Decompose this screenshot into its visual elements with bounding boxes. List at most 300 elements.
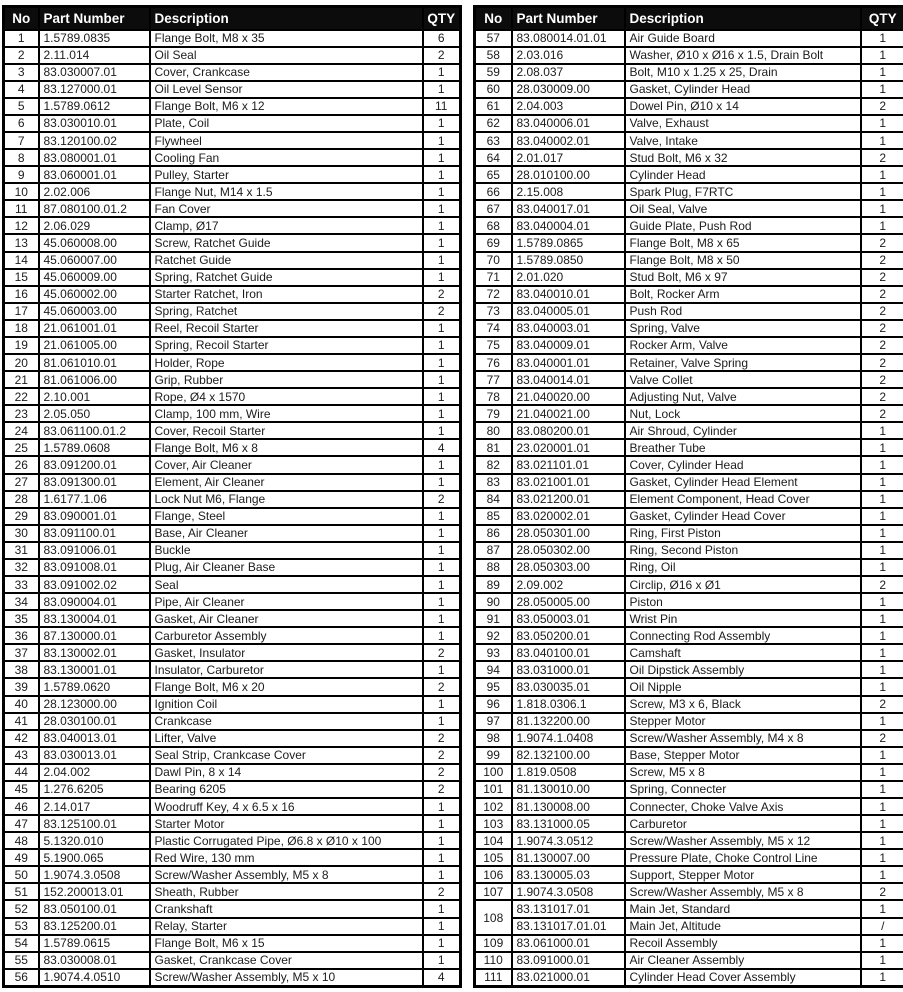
cell-part-number: 152.200013.01 [39, 883, 150, 900]
cell-no: 55 [4, 952, 39, 969]
cell-qty: 1 [423, 508, 461, 525]
cell-no: 81 [475, 439, 512, 456]
cell-no: 25 [4, 439, 39, 456]
cell-part-number: 28.010100.00 [512, 166, 625, 183]
cell-part-number: 87.080100.01.2 [39, 200, 150, 217]
cell-part-number: 83.030008.01 [39, 952, 150, 969]
cell-no: 97 [475, 713, 512, 730]
cell-description: Main Jet, Altitude [625, 918, 861, 935]
cell-qty: 1 [861, 200, 903, 217]
cell-no: 7 [4, 132, 39, 149]
cell-qty: 2 [423, 303, 461, 320]
table-row [4, 456, 461, 473]
cell-description: Spring, Ratchet Guide [150, 269, 423, 286]
table-row [4, 935, 461, 952]
cell-part-number: 83.040100.01 [512, 644, 625, 661]
table-row [475, 64, 903, 81]
table-row [475, 388, 903, 405]
cell-no: 15 [4, 269, 39, 286]
column-header-no: No [4, 7, 39, 30]
cell-no: 23 [4, 405, 39, 422]
cell-part-number: 2.05.050 [39, 405, 150, 422]
table-row [4, 576, 461, 593]
cell-description: Insulator, Carburetor [150, 661, 423, 678]
cell-qty: 1 [423, 610, 461, 627]
column-header-qty: QTY [423, 7, 461, 30]
cell-description: Rocker Arm, Valve [625, 337, 861, 354]
cell-description: Lifter, Valve [150, 730, 423, 747]
cell-no: 42 [4, 730, 39, 747]
cell-part-number: 83.050003.01 [512, 610, 625, 627]
cell-no: 100 [475, 764, 512, 781]
table-row [4, 491, 461, 508]
cell-qty: 1 [423, 166, 461, 183]
cell-part-number: 83.090001.01 [39, 508, 150, 525]
table-row [475, 371, 903, 388]
column-header-qty: QTY [861, 7, 903, 30]
cell-description: Carburetor [625, 815, 861, 832]
table-row [4, 696, 461, 713]
cell-part-number: 83.091000.01 [512, 952, 625, 969]
cell-description: Valve, Exhaust [625, 115, 861, 132]
cell-no: 13 [4, 234, 39, 251]
cell-qty: 1 [423, 900, 461, 917]
cell-qty: 1 [423, 388, 461, 405]
cell-qty: 1 [423, 354, 461, 371]
cell-part-number: 1.5789.0615 [39, 935, 150, 952]
table-row [4, 747, 461, 764]
cell-part-number: 1.5789.0620 [39, 678, 150, 695]
cell-description: Carburetor Assembly [150, 627, 423, 644]
cell-no: 85 [475, 508, 512, 525]
table-row [4, 918, 461, 935]
cell-description: Oil Seal [150, 47, 423, 64]
cell-no: 48 [4, 832, 39, 849]
cell-qty: 2 [423, 678, 461, 695]
cell-no: 56 [4, 969, 39, 987]
cell-no: 18 [4, 320, 39, 337]
table-row [475, 234, 903, 251]
cell-qty: 2 [861, 337, 903, 354]
cell-qty: 1 [861, 610, 903, 627]
table-row [4, 405, 461, 422]
cell-part-number: 21.040021.00 [512, 405, 625, 422]
table-row [475, 952, 903, 969]
cell-part-number: 83.080014.01.01 [512, 30, 625, 47]
table-row [475, 508, 903, 525]
column-header-part-number: Part Number [512, 7, 625, 30]
cell-part-number: 21.061001.01 [39, 320, 150, 337]
cell-part-number: 45.060009.00 [39, 269, 150, 286]
cell-description: Air Guide Board [625, 30, 861, 47]
table-row [4, 217, 461, 234]
cell-part-number: 83.060001.01 [39, 166, 150, 183]
cell-qty: 4 [423, 439, 461, 456]
cell-no: 102 [475, 798, 512, 815]
cell-no: 6 [4, 115, 39, 132]
cell-qty: 1 [861, 30, 903, 47]
cell-description: Breather Tube [625, 439, 861, 456]
table-row [4, 269, 461, 286]
cell-qty: 2 [861, 98, 903, 115]
cell-description: Screw, M3 x 6, Black [625, 696, 861, 713]
cell-part-number: 83.131000.05 [512, 815, 625, 832]
cell-part-number: 1.9074.4.0510 [39, 969, 150, 987]
cell-qty: 6 [423, 30, 461, 47]
cell-part-number: 23.020001.01 [512, 439, 625, 456]
cell-description: Stepper Motor [625, 713, 861, 730]
cell-no: 45 [4, 781, 39, 798]
cell-qty: 1 [861, 474, 903, 491]
cell-qty: 1 [861, 900, 903, 917]
cell-qty: 4 [423, 969, 461, 987]
cell-qty: 1 [861, 678, 903, 695]
table-row [4, 542, 461, 559]
cell-qty: 1 [861, 661, 903, 678]
table-body-right [475, 30, 903, 987]
column-header-part-number: Part Number [39, 7, 150, 30]
table-row [4, 388, 461, 405]
cell-no: 74 [475, 320, 512, 337]
cell-qty: 2 [861, 576, 903, 593]
cell-qty: 1 [423, 576, 461, 593]
cell-no: 106 [475, 866, 512, 883]
cell-qty: 1 [861, 64, 903, 81]
cell-part-number: 45.060008.00 [39, 234, 150, 251]
cell-no: 67 [475, 200, 512, 217]
table-row [4, 183, 461, 200]
header-row [4, 7, 461, 30]
cell-description: Screw/Washer Assembly, M5 x 8 [150, 866, 423, 883]
cell-no: 111 [475, 969, 512, 987]
cell-no: 65 [475, 166, 512, 183]
cell-description: Flange, Steel [150, 508, 423, 525]
table-row [475, 832, 903, 849]
cell-part-number: 81.130007.00 [512, 849, 625, 866]
cell-no: 72 [475, 286, 512, 303]
cell-qty: 1 [861, 798, 903, 815]
table-row [475, 491, 903, 508]
cell-description: Adjusting Nut, Valve [625, 388, 861, 405]
table-row [4, 764, 461, 781]
table-row [4, 474, 461, 491]
cell-qty: 1 [861, 627, 903, 644]
cell-description: Dawl Pin, 8 x 14 [150, 764, 423, 781]
cell-description: Clamp, Ø17 [150, 217, 423, 234]
cell-qty: 2 [423, 747, 461, 764]
cell-part-number: 2.06.029 [39, 217, 150, 234]
cell-qty: 1 [423, 542, 461, 559]
table-row [4, 115, 461, 132]
cell-description: Guide Plate, Push Rod [625, 217, 861, 234]
cell-qty: 2 [861, 730, 903, 747]
cell-part-number: 83.080001.01 [39, 149, 150, 166]
cell-no: 96 [475, 696, 512, 713]
table-row [475, 798, 903, 815]
cell-part-number: 83.061100.01.2 [39, 422, 150, 439]
cell-no: 11 [4, 200, 39, 217]
cell-part-number: 5.1320.010 [39, 832, 150, 849]
cell-part-number: 83.130004.01 [39, 610, 150, 627]
cell-qty: 1 [423, 935, 461, 952]
cell-part-number: 83.040003.01 [512, 320, 625, 337]
table-row [475, 47, 903, 64]
cell-part-number: 1.5789.0612 [39, 98, 150, 115]
table-row [4, 252, 461, 269]
table-row [475, 183, 903, 200]
cell-qty: 1 [861, 183, 903, 200]
cell-qty: 1 [861, 815, 903, 832]
header-row [475, 7, 903, 30]
cell-no: 71 [475, 269, 512, 286]
cell-no: 22 [4, 388, 39, 405]
table-row [4, 508, 461, 525]
cell-description: Cover, Air Cleaner [150, 456, 423, 473]
table-row [475, 354, 903, 371]
cell-no: 16 [4, 286, 39, 303]
cell-qty: 1 [861, 559, 903, 576]
cell-no: 31 [4, 542, 39, 559]
cell-no: 58 [475, 47, 512, 64]
cell-description: Plate, Coil [150, 115, 423, 132]
table-row [4, 286, 461, 303]
cell-qty: 1 [861, 542, 903, 559]
cell-no: 89 [475, 576, 512, 593]
cell-part-number: 1.6177.1.06 [39, 491, 150, 508]
table-row [475, 252, 903, 269]
cell-description: Element, Air Cleaner [150, 474, 423, 491]
table-row [4, 610, 461, 627]
table-row [4, 798, 461, 815]
cell-description: Pressure Plate, Choke Control Line [625, 849, 861, 866]
table-row [475, 747, 903, 764]
cell-part-number: 28.050302.00 [512, 542, 625, 559]
cell-part-number: 83.131017.01.01 [512, 918, 625, 935]
table-row [475, 610, 903, 627]
cell-qty: 2 [861, 149, 903, 166]
cell-no: 37 [4, 644, 39, 661]
table-row [4, 422, 461, 439]
cell-part-number: 83.091100.01 [39, 525, 150, 542]
table-row [475, 439, 903, 456]
cell-description: Crankcase [150, 713, 423, 730]
cell-part-number: 28.050303.00 [512, 559, 625, 576]
cell-description: Seal Strip, Crankcase Cover [150, 747, 423, 764]
cell-part-number: 45.060002.00 [39, 286, 150, 303]
cell-part-number: 2.11.014 [39, 47, 150, 64]
table-row [4, 593, 461, 610]
cell-part-number: 83.061000.01 [512, 935, 625, 952]
cell-description: Fan Cover [150, 200, 423, 217]
cell-description: Gasket, Cylinder Head Cover [625, 508, 861, 525]
table-row [475, 337, 903, 354]
cell-qty: 2 [861, 303, 903, 320]
cell-no: 4 [4, 81, 39, 98]
cell-part-number: 83.031000.01 [512, 661, 625, 678]
table-row [475, 217, 903, 234]
table-row [4, 525, 461, 542]
cell-part-number: 83.040006.01 [512, 115, 625, 132]
table-row [4, 47, 461, 64]
cell-qty: 1 [423, 559, 461, 576]
cell-part-number: 81.132200.00 [512, 713, 625, 730]
table-row [4, 303, 461, 320]
cell-qty: 2 [861, 371, 903, 388]
cell-description: Valve, Intake [625, 132, 861, 149]
cell-no: 29 [4, 508, 39, 525]
cell-description: Oil Dipstick Assembly [625, 661, 861, 678]
table-row [4, 849, 461, 866]
cell-no: 69 [475, 234, 512, 251]
cell-part-number: 1.5789.0865 [512, 234, 625, 251]
cell-part-number: 83.040017.01 [512, 200, 625, 217]
cell-no: 99 [475, 747, 512, 764]
cell-part-number: 1.276.6205 [39, 781, 150, 798]
cell-part-number: 83.091008.01 [39, 559, 150, 576]
cell-part-number: 83.090004.01 [39, 593, 150, 610]
cell-qty: 1 [861, 849, 903, 866]
cell-no: 14 [4, 252, 39, 269]
cell-description: Ratchet Guide [150, 252, 423, 269]
cell-qty: 1 [423, 115, 461, 132]
cell-no: 5 [4, 98, 39, 115]
cell-description: Screw, M5 x 8 [625, 764, 861, 781]
cell-no: 3 [4, 64, 39, 81]
cell-qty: 2 [861, 269, 903, 286]
cell-qty: / [861, 918, 903, 935]
cell-qty: 1 [423, 252, 461, 269]
cell-no: 21 [4, 371, 39, 388]
column-header-description: Description [150, 7, 423, 30]
cell-no: 86 [475, 525, 512, 542]
cell-no: 27 [4, 474, 39, 491]
table-row [475, 644, 903, 661]
cell-qty: 1 [861, 764, 903, 781]
table-row [4, 713, 461, 730]
table-row [4, 166, 461, 183]
cell-qty: 1 [423, 593, 461, 610]
cell-no: 39 [4, 678, 39, 695]
cell-description: Pipe, Air Cleaner [150, 593, 423, 610]
cell-description: Air Shroud, Cylinder [625, 422, 861, 439]
cell-description: Bolt, M10 x 1.25 x 25, Drain [625, 64, 861, 81]
cell-part-number: 1.819.0508 [512, 764, 625, 781]
cell-description: Flange Nut, M14 x 1.5 [150, 183, 423, 200]
cell-description: Seal [150, 576, 423, 593]
cell-part-number: 83.040001.01 [512, 354, 625, 371]
cell-description: Oil Nipple [625, 678, 861, 695]
table-row [4, 30, 461, 47]
table-row [475, 405, 903, 422]
cell-qty: 1 [423, 149, 461, 166]
cell-no: 84 [475, 491, 512, 508]
table-row [4, 952, 461, 969]
cell-description: Ignition Coil [150, 696, 423, 713]
cell-description: Gasket, Crankcase Cover [150, 952, 423, 969]
table-row [475, 269, 903, 286]
cell-qty: 2 [861, 388, 903, 405]
cell-qty: 2 [861, 252, 903, 269]
cell-no: 110 [475, 952, 512, 969]
table-row [4, 644, 461, 661]
cell-qty: 1 [423, 64, 461, 81]
cell-no: 87 [475, 542, 512, 559]
cell-no: 105 [475, 849, 512, 866]
table-row [4, 320, 461, 337]
cell-part-number: 2.03.016 [512, 47, 625, 64]
cell-part-number: 81.061006.00 [39, 371, 150, 388]
cell-description: Ring, Second Piston [625, 542, 861, 559]
cell-part-number: 83.040010.01 [512, 286, 625, 303]
cell-qty: 1 [423, 918, 461, 935]
cell-part-number: 2.01.020 [512, 269, 625, 286]
cell-no: 66 [475, 183, 512, 200]
cell-no: 20 [4, 354, 39, 371]
cell-qty: 1 [423, 456, 461, 473]
table-row [4, 200, 461, 217]
cell-part-number: 1.9074.3.0508 [39, 866, 150, 883]
cell-qty: 1 [423, 866, 461, 883]
table-row [475, 30, 903, 47]
cell-no: 49 [4, 849, 39, 866]
cell-no: 43 [4, 747, 39, 764]
cell-description: Main Jet, Standard [625, 900, 861, 917]
cell-qty: 11 [423, 98, 461, 115]
cell-qty: 1 [423, 849, 461, 866]
table-row [4, 132, 461, 149]
cell-no: 50 [4, 866, 39, 883]
table-row [4, 354, 461, 371]
cell-no: 90 [475, 593, 512, 610]
column-header-description: Description [625, 7, 861, 30]
cell-qty: 1 [423, 474, 461, 491]
cell-qty: 1 [423, 627, 461, 644]
cell-description: Gasket, Insulator [150, 644, 423, 661]
cell-no: 60 [475, 81, 512, 98]
cell-description: Cover, Cylinder Head [625, 456, 861, 473]
cell-part-number: 2.10.001 [39, 388, 150, 405]
cell-no: 10 [4, 183, 39, 200]
table-row [4, 815, 461, 832]
cell-part-number: 83.130002.01 [39, 644, 150, 661]
cell-part-number: 83.030035.01 [512, 678, 625, 695]
cell-description: Flange Bolt, M8 x 50 [625, 252, 861, 269]
cell-no: 30 [4, 525, 39, 542]
table-row [475, 98, 903, 115]
cell-no: 61 [475, 98, 512, 115]
cell-no: 98 [475, 730, 512, 747]
cell-part-number: 28.030100.01 [39, 713, 150, 730]
cell-no: 79 [475, 405, 512, 422]
cell-qty: 1 [423, 183, 461, 200]
cell-qty: 1 [861, 439, 903, 456]
cell-part-number: 1.5789.0608 [39, 439, 150, 456]
cell-description: Flange Bolt, M8 x 35 [150, 30, 423, 47]
cell-description: Stud Bolt, M6 x 32 [625, 149, 861, 166]
cell-description: Stud Bolt, M6 x 97 [625, 269, 861, 286]
cell-no: 63 [475, 132, 512, 149]
cell-qty: 2 [861, 354, 903, 371]
cell-description: Piston [625, 593, 861, 610]
cell-no: 91 [475, 610, 512, 627]
cell-no: 54 [4, 935, 39, 952]
cell-part-number: 83.125100.01 [39, 815, 150, 832]
cell-no: 109 [475, 935, 512, 952]
cell-qty: 2 [861, 234, 903, 251]
cell-qty: 1 [861, 781, 903, 798]
cell-qty: 1 [423, 132, 461, 149]
cell-part-number: 83.130005.03 [512, 866, 625, 883]
